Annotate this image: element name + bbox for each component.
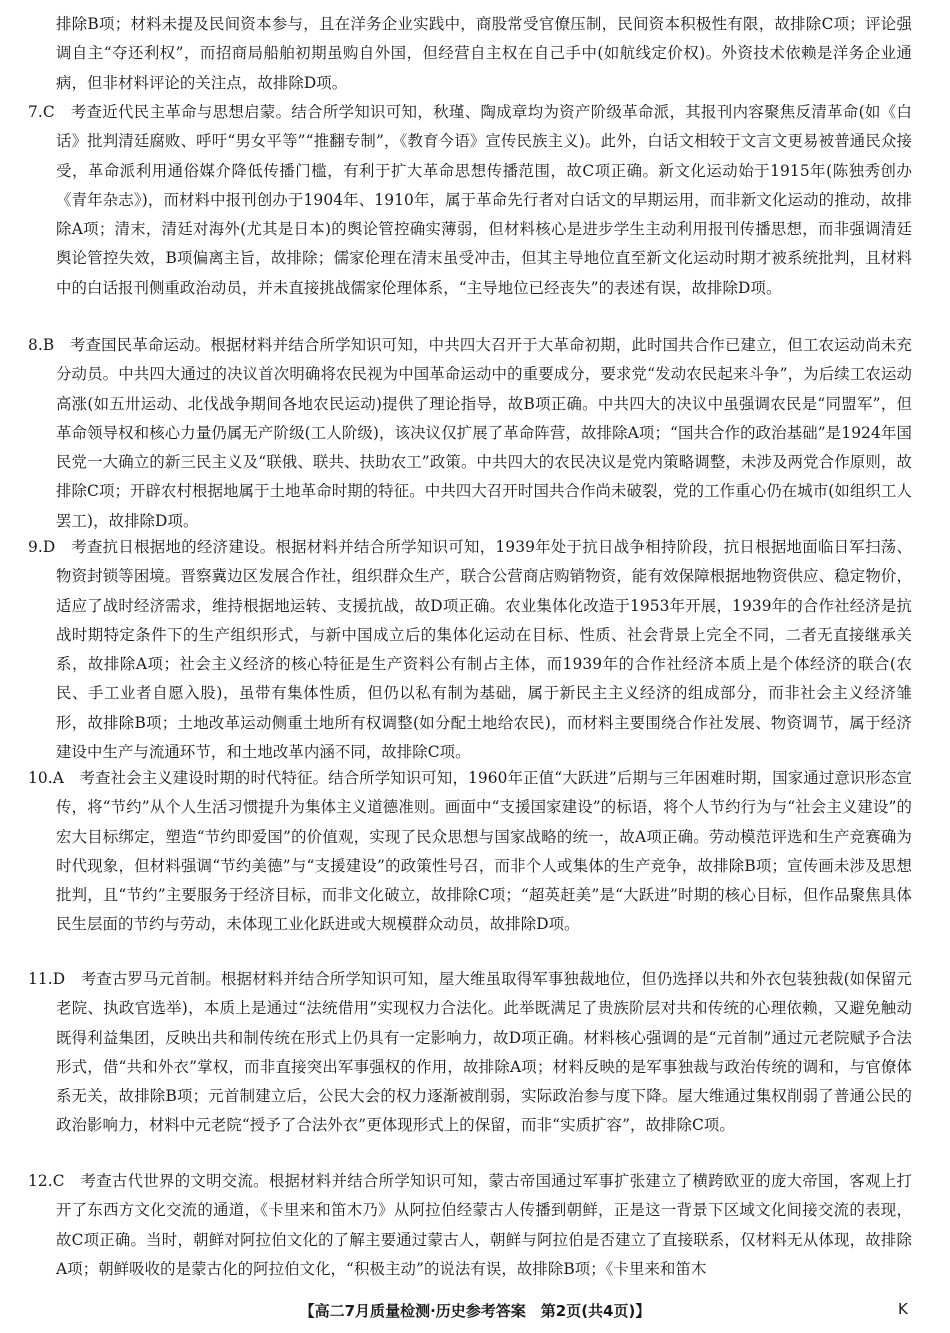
answer-9: 9.D 考查抗日根据地的经济建设。根据材料并结合所学知识可知，1939年处于抗日战争相持阶段，抗日根据地面临日军扫荡、物资封锁等困境。晋察冀边区发展合作社，组织群众生产，联合公营商店购销物资，能有效保障根据地物资供应、稳定物价，适应了战时经济需求，维持根据地运转、支援抗战，故D项正确。农业集体化改造于1953年开展，1939年的合作社经济是抗战时期特定条件下的生产组织形式，与新中国成立后的集体化运动在目标、性质、社会背景上完全不同，二者无直接继承关系，故排除A项；社会主义经济的核心特征是生产资料公有制占主体，而1939年的合作社经济本质上是个体经济的联合(农民、手工业者自愿入股)，虽带有集体性质，但仍以私有制为基础，属于新民主主义经济的组成部分，而非社会主义经济雏形，故排除B项；土地改革运动侧重土地所有权调整(如分配土地给农民)，而材料主要围绕合作社发展、物资调节，属于经济建设中生产与流通环节，和土地改革内涵不同，故排除C项。	[28, 538, 912, 762]
answer-12: 12.C 考查古代世界的文明交流。根据材料并结合所学知识可知，蒙古帝国通过军事扩张建立了横跨欧亚的庞大帝国，客观上打开了东西方文化交流的通道，《卡里来和笛木乃》从阿拉伯经蒙古人传播到朝鲜，正是这一背景下区域文化间接交流的表现，故C项正确。当时，朝鲜对阿拉伯文化的了解主要通过蒙古人，朝鲜与阿拉伯是否建立了直接联系，仅材料无从体现，故排除A项；朝鲜吸收的是蒙古化的阿拉伯文化，“积极主动”的说法有误，故排除B项；《卡里来和笛木	[28, 1172, 912, 1278]
answer-11: 11.D 考查古罗马元首制。根据材料并结合所学知识可知，屋大维虽取得军事独裁地位，但仍选择以共和外衣包装独裁(如保留元老院、执政官选举)，本质上是通过“法统借用”实现权力合法化。此举既满足了贵族阶层对共和传统的心理依赖，又避免触动既得利益集团，反映出共和制传统在形式上仍具有一定影响力，故D项正确。材料核心强调的是“元首制”通过元老院赋予合法形式，借“共和外衣”掌权，而非直接突出军事强权的作用，故排除A项；材料反映的是军事独裁与政治传统的调和，与官僚体系无关，故排除B项；元首制建立后，公民大会的权力逐渐被削弱，实际政治参与度下降。屋大维通过集权削弱了普通公民的政治影响力，材料中元老院“授予了合法外衣”更体现形式上的保留，而非“实质扩容”，故排除C项。	[28, 970, 912, 1135]
answer-6-continuation: 排除B项；材料未提及民间资本参与，且在洋务企业实践中，商股常受官僚压制，民间资本积极性有限，故排除C项；评论强调自主“夺还利权”，而招商局船舶初期虽购自外国，但经营自主权在自己手中(如航线定价权)。外资技术依赖是洋务企业通病，但非材料评论的关注点，故排除D项。	[56, 15, 912, 92]
answer-10: 10.A 考查社会主义建设时期的时代特征。结合所学知识可知，1960年正值“大跃进”后期与三年困难时期，国家通过意识形态宣传，将“节约”从个人生活习惯提升为集体主义道德准则。画面中“支援国家建设”的标语，将个人节约行为与“社会主义建设”的宏大目标绑定，塑造“节约即爱国”的价值观，实现了民众思想与国家战略的统一，故A项正确。劳动模范评选和生产竞赛确为时代现象，但材料强调“节约美德”与“支援建设”的政策性号召，而非个人或集体的生产竞争，故排除B项；宣传画未涉及思想批判，且“节约”主要服务于经济目标，而非文化破立，故排除C项；“超英赶美”是“大跃进”时期的核心目标，但作品聚焦具体民生层面的节约与劳动，未体现工业化跃进或大规模群众动员，故排除D项。	[28, 769, 912, 934]
answer-7: 7.C 考查近代民主革命与思想启蒙。结合所学知识可知，秋瑾、陶成章均为资产阶级革命派，其报刊内容聚焦反清革命(如《白话》批判清廷腐败、呼吁“男女平等”“推翻专制”，《教育今语》宣传民族主义)。此外，白话文相较于文言文更易被普通民众接受，革命派利用通俗媒介降低传播门槛，有利于扩大革命思想传播范围，故C项正确。新文化运动始于1915年(陈独秀创办《青年杂志》)，而材料中报刊创办于1904年、1910年，属于革命先行者对白话文的早期运用，而非新文化运动的推动，故排除A项；清末，清廷对海外(尤其是日本)的舆论管控确实薄弱，但材料核心是进步学生主动利用报刊传播思想，而非强调清廷舆论管控失效，B项偏离主旨，故排除；儒家伦理在清末虽受冲击，但其主导地位直至新文化运动时期才被系统批判，且材料中的白话报刊侧重政治动员，并未直接挑战儒家伦理体系，“主导地位已经丧失”的表述有误，故排除D项。	[28, 103, 912, 297]
answer-8: 8.B 考查国民革命运动。根据材料并结合所学知识可知，中共四大召开于大革命初期，此时国共合作已建立，但工农运动尚未充分动员。中共四大通过的决议首次明确将农民视为中国革命运动中的重要成分，要求党“发动农民起来斗争”，为后续工农运动高涨(如五卅运动、北伐战争期间各地农民运动)提供了理论指导，故B项正确。中共四大的决议中虽强调农民是“同盟军”，但革命领导权和核心力量仍属无产阶级(工人阶级)，该决议仅扩展了革命阵营，故排除A项；“国共合作的政治基础”是1924年国民党一大确立的新三民主义及“联俄、联共、扶助农工”政策。中共四大的农民决议是党内策略调整，未涉及两党合作原则，故排除C项；开辟农村根据地属于土地革命时期的特征。中共四大召开时国共合作尚未破裂，党的工作重心仍在城市(如组织工人罢工)，故排除D项。	[28, 336, 912, 530]
page-footer: 【高二7月质量检测·历史参考答案 第2页(共4页)】	[299, 1302, 651, 1320]
paper-code: K	[898, 1300, 908, 1318]
